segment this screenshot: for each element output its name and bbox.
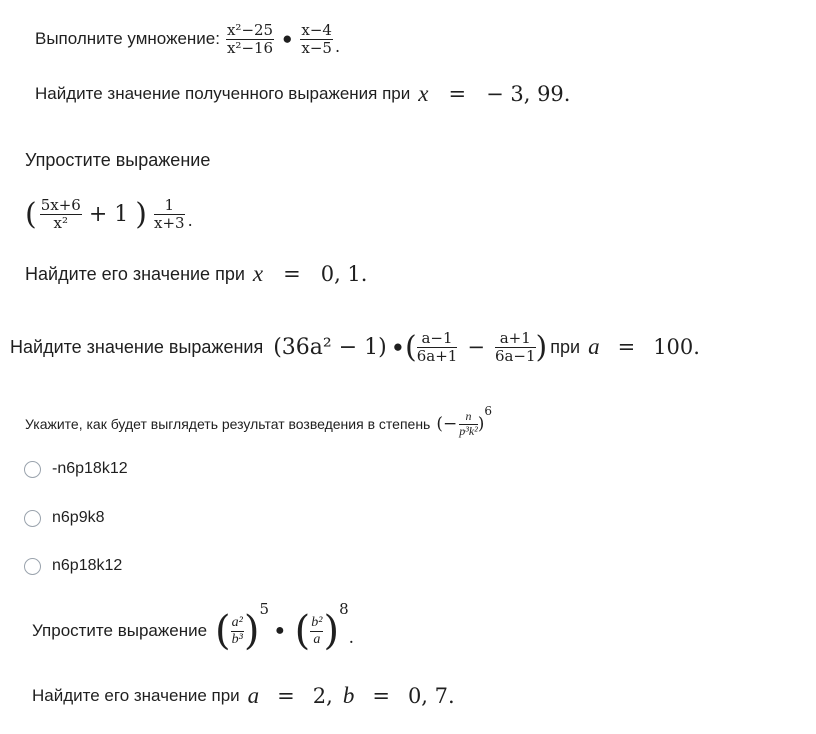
- task-1-fraction-1-denominator: x²−16: [226, 38, 274, 57]
- task-4-fraction: [459, 410, 478, 438]
- task-5-fraction-1: [231, 615, 244, 647]
- task-5-open-paren-1: (: [215, 608, 231, 654]
- task-5-equals-1: =: [277, 684, 295, 708]
- task-2-fraction-2: [154, 197, 185, 232]
- task-4-power: 6: [484, 404, 493, 418]
- task-3-prompt: Найдите значение выражения: [10, 336, 264, 357]
- task-2-fraction-2-numerator: 1: [154, 197, 185, 215]
- task-1-fraction-2-numerator: x−4: [301, 20, 332, 39]
- task-3-fraction-2: [495, 330, 536, 365]
- task-1-equals: =: [448, 82, 467, 106]
- task-2-question: [25, 260, 367, 288]
- task-5-variable-a: a: [247, 683, 260, 708]
- task-3-fraction-2-denominator: 6a−1: [494, 346, 536, 365]
- task-1-multiply-dot: ●: [282, 29, 293, 48]
- task-2-question-text: Найдите его значение при: [25, 263, 245, 284]
- task-1-expression: [35, 16, 340, 62]
- task-5-multiply-dot: ●: [275, 622, 285, 639]
- task-1-question: [35, 80, 570, 108]
- task-2-value: 0, 1.: [320, 262, 368, 286]
- task-3-fraction-1: [417, 330, 458, 365]
- task-5-close-paren-1: ): [243, 608, 260, 654]
- task-3-at: при: [550, 336, 581, 357]
- option-2[interactable]: [22, 507, 222, 531]
- task-5-equals-2: =: [372, 684, 390, 708]
- task-4-prompt: Укажите, как будет выглядеть результат возведения в степень: [25, 416, 431, 432]
- task-2-equals: =: [283, 262, 301, 286]
- task-5-expression: [32, 600, 354, 662]
- task-5-value-a: 2,: [312, 684, 333, 708]
- task-4-fraction-numerator: n: [459, 410, 478, 424]
- task-2-fraction-1-numerator: 5x+6: [40, 195, 81, 214]
- task-3-open-paren: (: [405, 329, 417, 365]
- task-5-question-text: Найдите его значение при: [32, 686, 240, 705]
- task-4-open-paren: (−: [436, 414, 458, 434]
- task-1-fraction-1: [226, 22, 274, 57]
- task-2-prompt: Упростите выражение: [25, 150, 211, 170]
- task-5-fraction-2-denominator: a: [313, 631, 321, 647]
- task-1-question-text: Найдите значение полученного выражения при: [35, 84, 411, 103]
- task-3-fraction-1-denominator: 6a+1: [416, 346, 458, 365]
- task-5-period: .: [348, 628, 355, 648]
- task-1-prompt: Выполните умножение:: [35, 29, 220, 48]
- task-3-variable: a: [588, 334, 600, 359]
- option-3-label: n6p18k12: [52, 557, 123, 574]
- task-1-fraction-2: [300, 22, 333, 57]
- task-3-expression-start: (36a² − 1): [273, 334, 387, 360]
- option-1-radio[interactable]: [24, 461, 41, 478]
- task-2-fraction-1-denominator: x²: [53, 213, 69, 232]
- task-2-open-paren: (: [25, 196, 37, 232]
- option-1[interactable]: [22, 458, 222, 482]
- task-2-expression: [25, 190, 193, 238]
- task-3: [10, 322, 700, 372]
- task-5-power-1: 5: [259, 600, 269, 618]
- task-1-fraction-2-denominator: x−5: [301, 38, 332, 57]
- task-1-period: .: [334, 37, 341, 56]
- task-2-fraction-2-denominator: x+3: [154, 213, 185, 232]
- task-5-value-b: 0, 7.: [407, 684, 455, 708]
- task-4-close-paren: ): [477, 414, 485, 434]
- task-1-fraction-1-numerator: x²−25: [226, 20, 274, 39]
- option-2-label: n6p9k8: [52, 509, 105, 526]
- task-1-variable: x: [418, 81, 429, 106]
- task-3-minus: −: [467, 335, 485, 359]
- task-5-open-paren-2: (: [294, 608, 311, 654]
- task-2-variable: x: [252, 261, 264, 286]
- task-5-fraction-2: [310, 615, 323, 647]
- task-5-fraction-2-numerator: b²: [311, 614, 323, 630]
- task-5-variable-b: b: [342, 683, 355, 708]
- task-3-fraction-2-numerator: a+1: [495, 330, 536, 348]
- option-1-label: -n6p18k12: [52, 460, 128, 477]
- task-5-power-2: 8: [339, 600, 349, 618]
- task-2-plus-one: + 1: [88, 201, 129, 227]
- option-3-radio[interactable]: [24, 558, 41, 575]
- task-1-value: − 3, 99.: [486, 82, 571, 106]
- task-2-fraction-1: [40, 197, 82, 232]
- task-3-value: 100.: [653, 335, 700, 359]
- task-3-fraction-1-numerator: a−1: [417, 330, 458, 348]
- task-3-close-paren: ): [535, 329, 548, 365]
- task-5-prompt: Упростите выражение: [32, 621, 208, 640]
- task-5-question: [32, 682, 455, 710]
- task-2-close-paren: ): [135, 196, 147, 232]
- option-2-radio[interactable]: [24, 510, 41, 527]
- option-3[interactable]: [22, 555, 222, 579]
- task-4-fraction-denominator: p³k²: [459, 423, 478, 438]
- task-5-fraction-1-numerator: a²: [231, 614, 243, 630]
- task-3-equals: =: [617, 335, 636, 359]
- task-5-fraction-1-denominator: b³: [231, 631, 243, 647]
- task-2-period: .: [187, 211, 193, 230]
- task-3-multiply-dot: ●: [392, 337, 403, 356]
- task-4-question: [25, 402, 492, 446]
- task-5-close-paren-2: ): [323, 608, 340, 654]
